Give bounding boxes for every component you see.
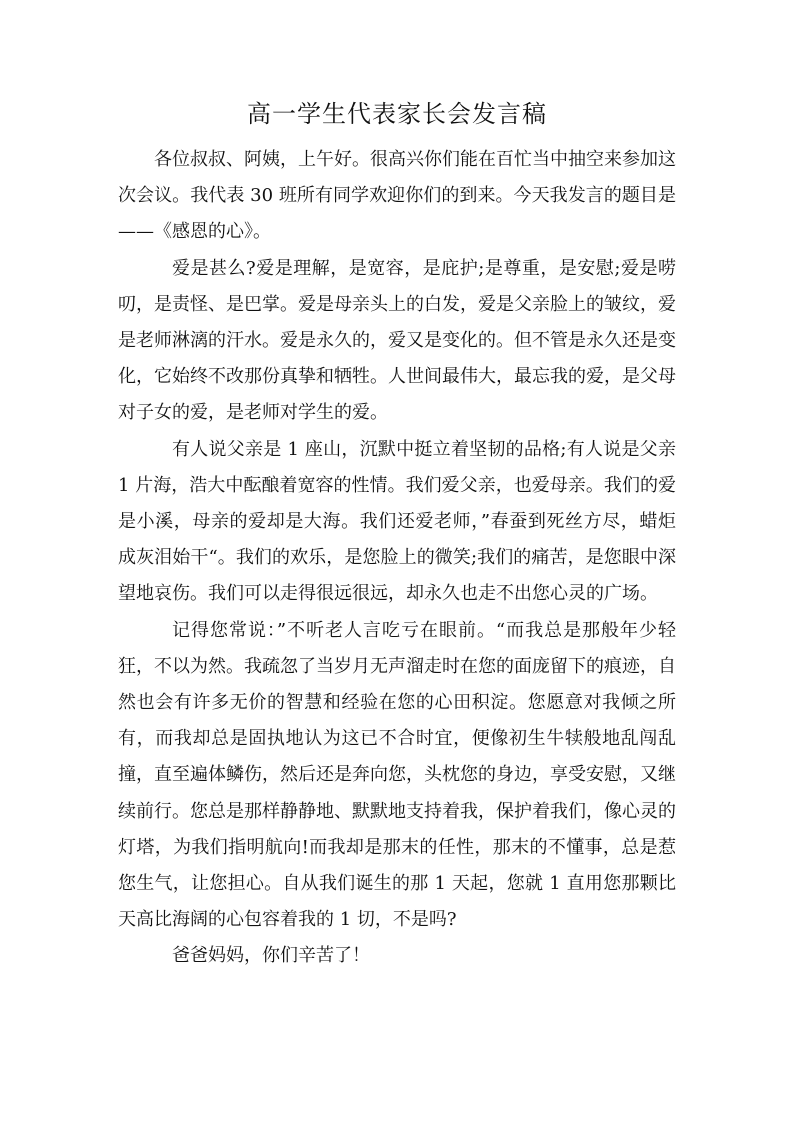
paragraph-closing: 爸爸妈妈，你们辛苦了！ xyxy=(172,945,370,967)
paragraph-father-mountain: 有人说父亲是 1 座山，沉默中挺立着坚韧的品格;有人说是父亲 1 片海，浩大中酝酿着宽容的性情。我们爱父亲，也爱母亲。我们的爱是小溪，母亲的爱却是大海。我们还爱老师，”春蚕到死丝方尽，蜡炬成灰泪始干“。我们的欢乐，是您脸上的微笑;我们的痛苦，是您眼中深望地哀伤。我们可以走得很远很远，却永久也走不出您心灵的广场。 xyxy=(118,438,676,605)
paragraph-what-is-love: 爱是甚么?爱是理解，是宽容，是庇护;是尊重，是安慰;爱是唠叨，是责怪、是巴掌。爱是母亲头上的白发，爱是父亲脸上的皱纹，爱是老师淋漓的汗水。爱是永久的，爱又是变化的。但不管是永久还是变化，它始终不改那份真挚和牺牲。人世间最伟大，最忘我的爱，是父母对子女的爱，是老师对学生的爱。 xyxy=(118,257,676,424)
paragraph-greeting: 各位叔叔、阿姨，上午好。很高兴你们能在百忙当中抽空来参加这次会议。我代表 30 班所有同学欢迎你们的到来。今天我发言的题目是——《感恩的心》。 xyxy=(118,149,676,243)
speech-body xyxy=(118,142,676,975)
paragraph-remember-words: 记得您常说：”不听老人言吃亏在眼前。“而我总是那般年少轻狂，不以为然。我疏忽了当岁月无声溜走时在您的面庞留下的痕迹，自然也会有许多无价的智慧和经验在您的心田积淀。您愿意对我倾之所有，而我却总是固执地认为这已不合时宜，便像初生牛犊般地乱闯乱撞，直至遍体鳞伤，然后还是奔向您，头枕您的身边，享受安慰，又继续前行。您总是那样静静地、默默地支持着我，保护着我们，像心灵的灯塔，为我们指明航向!而我却是那末的任性，那末的不懂事，总是惹您生气，让您担心。自从我们诞生的那 1 天起，您就 1 直用您那颗比天高比海阔的心包容着我的 1 切，不是吗? xyxy=(118,619,676,931)
page-title: 高一学生代表家长会发言稿 xyxy=(247,100,547,128)
